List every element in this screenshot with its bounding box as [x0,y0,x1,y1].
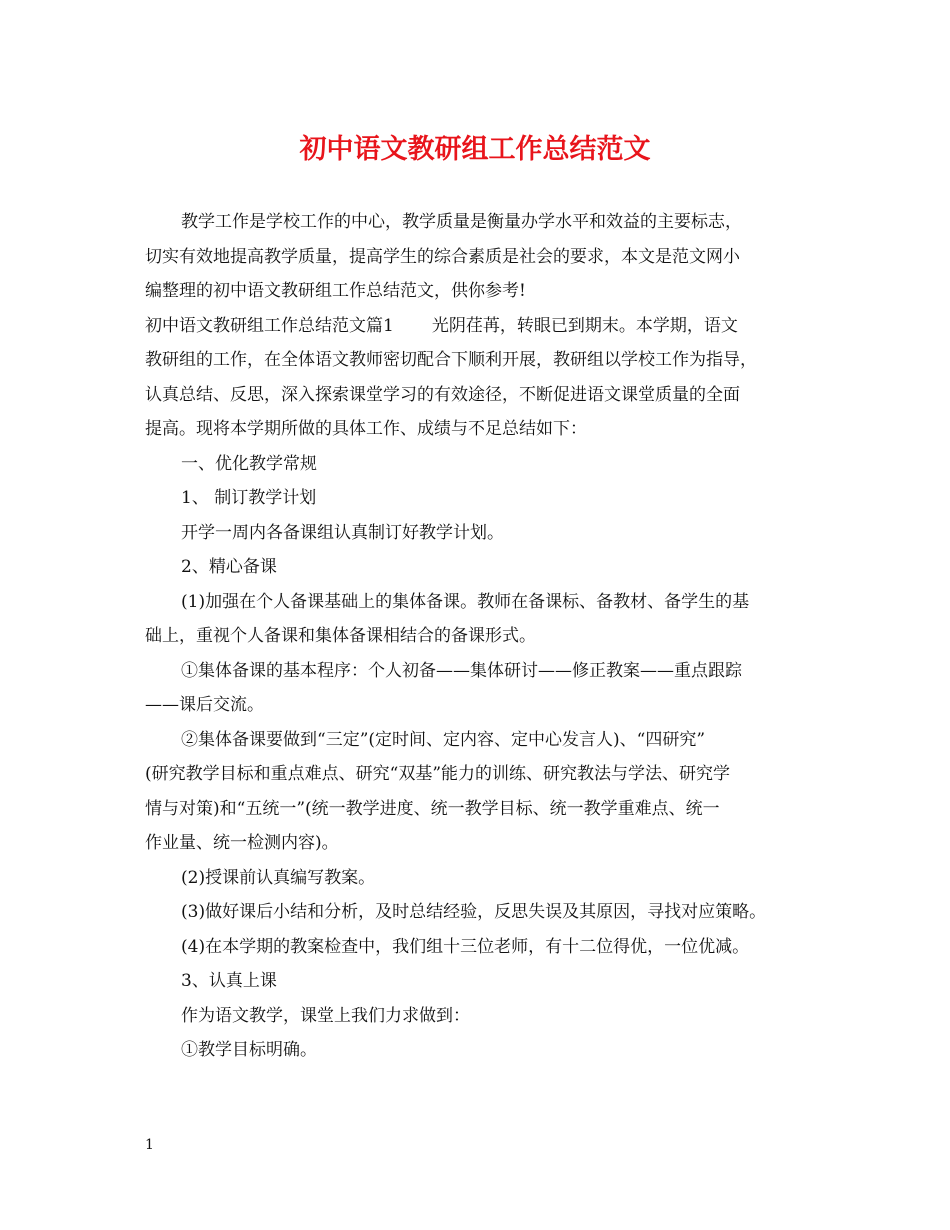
paragraph-line: (3)做好课后小结和分析，及时总结经验，反思失误及其原因，寻找对应策略。 [181,902,767,922]
paragraph-line: 情与对策)和“五统一”(统一教学进度、统一教学目标、统一教学重难点、统一 [145,798,720,819]
page-number: 1 [145,1137,154,1153]
paragraph-line: 础上，重视个人备课和集体备课相结合的备课形式。 [145,626,536,646]
paragraph-line: ①集体备课的基本程序：个人初备——集体研讨——修正教案——重点跟踪 [181,660,742,681]
subsection-heading: 3、认真上课 [181,971,277,991]
paragraph-line: 作业量、统一检测内容)。 [145,833,339,853]
paragraph-line [145,309,825,344]
paragraph-line: 切实有效地提高教学质量，提高学生的综合素质是社会的要求，本文是范文网小 [145,246,740,267]
paragraph-line: ①教学目标明确。 [181,1040,317,1060]
paragraph-line: ②集体备课要做到“三定”(定时间、定内容、定中心发言人)、“四研究” [181,729,706,750]
paragraph-line: (2)授课前认真编写教案。 [181,867,376,888]
paragraph-line: 教研组的工作，在全体语文教师密切配合下顺利开展，教研组以学校工作为指导， [145,350,757,370]
paragraph-line: (1)加强在个人备课基础上的集体备课。教师在备课标、备教材、备学生的基 [181,591,750,612]
section-heading: 初中语文教研组工作总结范文篇1 [145,315,394,336]
document-body [145,205,825,1068]
section-heading: 一、优化教学常规 [181,453,317,474]
paragraph-line: 作为语文教学，课堂上我们力求做到： [181,1005,470,1026]
paragraph-line: (4)在本学期的教案检查中，我们组十三位老师，有十二位得优，一位优减。 [181,936,750,957]
paragraph-text: 光阴荏苒，转眼已到期末。本学期，语文 [431,315,738,336]
paragraph-line: 教学工作是学校工作的中心，教学质量是衡量办学水平和效益的主要标志， [181,212,742,232]
subsection-heading: 1、 制订教学计划 [181,488,317,508]
paragraph-line: 提高。现将本学期所做的具体工作、成绩与不足总结如下： [145,419,587,439]
document-title: 初中语文教研组工作总结范文 [299,134,651,165]
subsection-heading: 2、精心备课 [181,557,277,577]
paragraph-line: 开学一周内各备课组认真制订好教学计划。 [181,522,504,543]
paragraph-line: ——课后交流。 [145,695,264,715]
paragraph-line: (研究教学目标和重点难点、研究“双基”能力的训练、研究教法与学法、研究学 [145,764,731,784]
paragraph-line: 认真总结、反思，深入探索课堂学习的有效途径，不断促进语文课堂质量的全面 [145,384,740,405]
paragraph-line: 编整理的初中语文教研组工作总结范文，供你参考! [145,281,526,301]
